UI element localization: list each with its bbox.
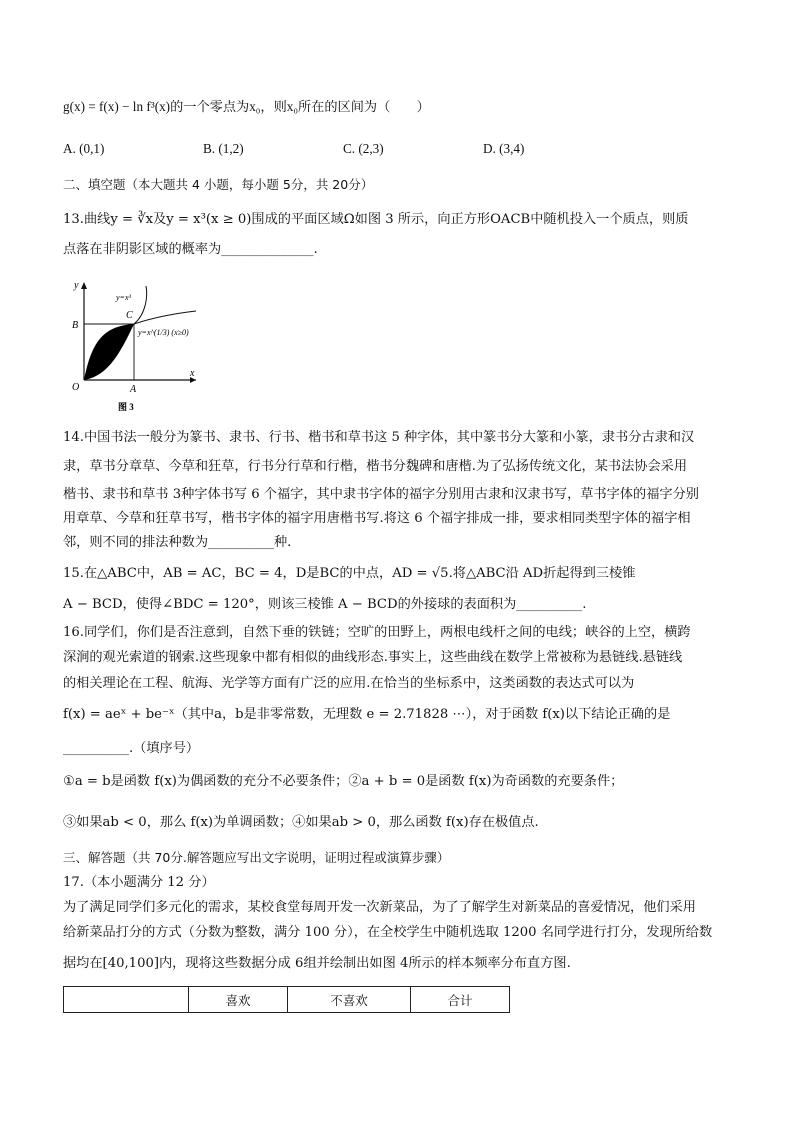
fig-y-label: y	[74, 280, 79, 291]
q16-line6: ①a = b是函数 f(x)为偶函数的充分不必要条件；②a + b = 0是函数 f(x)为奇函数的充要条件；	[63, 774, 624, 789]
contingency-table	[63, 986, 510, 1013]
fig-a-label: A	[130, 384, 137, 395]
q12-stem: g(x) = f(x) − ln f³(x)的一个零点为x₀，则x₀所在的区间为（ ）	[63, 99, 430, 114]
table-header-cell: 不喜欢	[288, 987, 411, 1013]
q14-line1: 14.中国书法一般分为篆书、隶书、行书、楷书和草书这 5 种字体，其中篆书分大篆和小篆，隶书分古隶和汉	[63, 430, 695, 445]
q14-line5: 邻，则不同的排法种数为__________种.	[63, 535, 292, 550]
q16-line7: ③如果ab < 0，那么 f(x)为单调函数；④如果ab > 0，那么函数 f(x)存在极值点.	[63, 815, 539, 830]
fig-x-label: x	[190, 368, 195, 379]
q14-line2: 隶，草书分章草、今草和狂草，行书分行草和行楷，楷书分魏碑和唐楷.为了弘扬传统文化，某书法协会采用	[63, 459, 688, 474]
q13-line1: 13.曲线y = ∛x及y = x³(x ≥ 0)围成的平面区域Ω如图 3 所示，向正方形OACB中随机投入一个质点，则质	[63, 212, 689, 227]
fig-o-label: O	[72, 382, 80, 393]
q13-line2: 点落在非阴影区域的概率为______________.	[63, 242, 318, 257]
q16-line5: __________.（填序号）	[63, 741, 200, 756]
q17-line4: 据均在[40,100]内，现将这些数据分成 6组并绘制出如图 4所示的样本频率分布直方图.	[63, 956, 571, 971]
q14-line4: 用章草、今草和狂草书写，楷书字体的福字用唐楷书写.将这 6 个福字排成一排，要求相同类型字体的福字相	[63, 511, 691, 526]
q16-line3: 的相关理论在工程、航海、光学等方面有广泛的应用.在恰当的坐标系中，这类函数的表达式可以为	[63, 676, 635, 691]
fig-caption: 图 3	[118, 402, 134, 412]
table-header-cell: 喜欢	[189, 987, 288, 1013]
q16-line2: 深涧的观光索道的钢索.这些现象中都有相似的曲线形态.事实上，这些曲线在数学上常被称为悬链线.悬链线	[63, 650, 683, 665]
section3-heading: 三、解答题（共 70分.解答题应写出文字说明，证明过程或演算步骤）	[63, 850, 450, 865]
q15-line2: A − BCD，使得∠BDC = 120°，则该三棱锥 A − BCD的外接球的表面积为__________.	[63, 597, 587, 612]
table-header-cell	[64, 987, 189, 1013]
q17-line2: 为了满足同学们多元化的需求，某校食堂每周开发一次新菜品，为了了解学生对新菜品的喜爱情况，他们采用	[63, 900, 696, 915]
fig-b-label: B	[72, 320, 79, 331]
q14-line3: 楷书、隶书和草书 3种字体书写 6 个福字，其中隶书字体的福字分别用古隶和汉隶书写，草书字体的福字分别	[63, 487, 699, 502]
q12-option-d: D. (3,4)	[483, 141, 525, 156]
q12-option-a: A. (0,1)	[63, 141, 105, 156]
table-header-cell: 合计	[411, 987, 510, 1013]
section2-heading: 二、填空题（本大题共 4 小题，每小题 5分，共 20分）	[63, 177, 374, 192]
q12-option-b: B. (1,2)	[203, 141, 244, 156]
q15-line1: 15.在△ABC中，AB = AC，BC = 4，D是BC的中点，AD = √5.将△ABC沿 AD折起得到三棱锥	[63, 566, 636, 581]
table-row	[64, 987, 510, 1013]
q12-option-c: C. (2,3)	[343, 141, 384, 156]
q16-line4: f(x) = aeˣ + be⁻ˣ（其中a，b是非零常数，无理数 e = 2.71828 ⋯），对于函数 f(x)以下结论正确的是	[63, 707, 671, 722]
q17-line3: 给新菜品打分的方式（分数为整数，满分 100 分），在全校学生中随机选取 1200 名同学进行打分，发现所给数	[63, 925, 713, 940]
q17-line1: 17.（本小题满分 12 分）	[63, 875, 215, 890]
q16-line1: 16.同学们，你们是否注意到，自然下垂的铁链；空旷的田野上，两根电线杆之间的电线；峡谷的上空，横跨	[63, 625, 691, 640]
figure-3	[66, 278, 206, 418]
fig-c-label: C	[126, 310, 133, 321]
fig-curve1-label: y=x³	[116, 293, 131, 302]
fig-curve2-label: y=x^(1/3) (x≥0)	[138, 328, 189, 337]
